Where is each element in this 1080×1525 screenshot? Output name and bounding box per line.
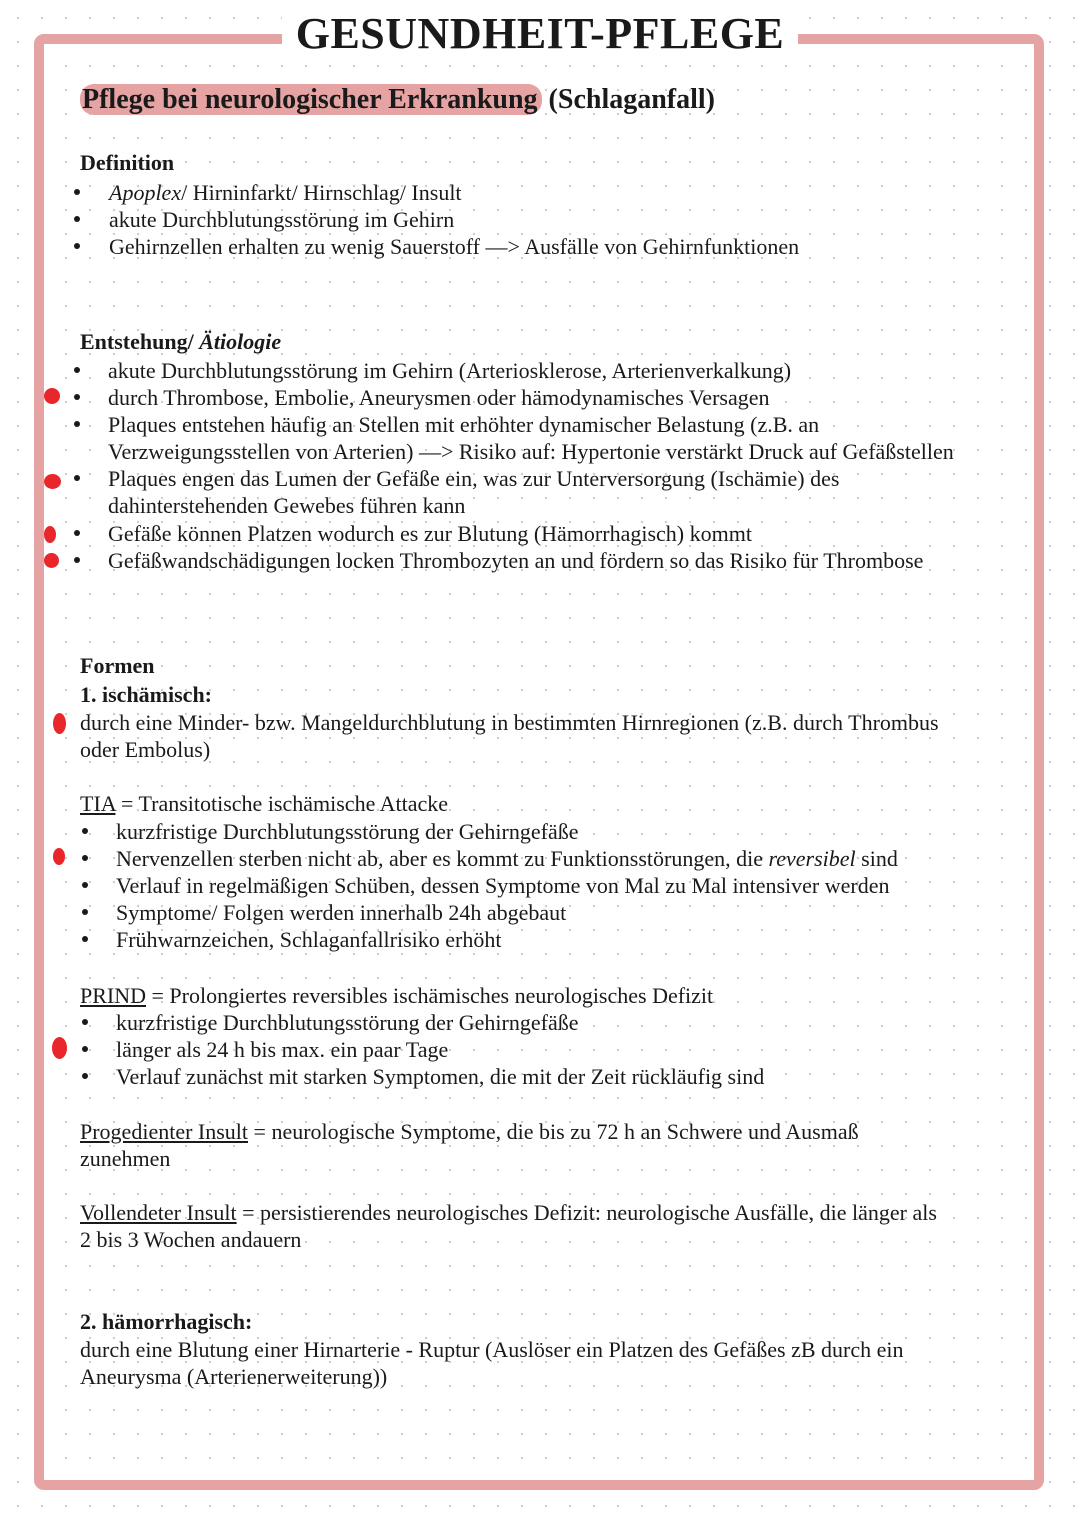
prind-def: = Prolongiertes reversibles ischämisches neurologisches Defizit [146, 983, 714, 1008]
entstehung-line: Verzweigungsstellen von Arterien) —> Risiko auf: Hypertonie verstärkt Druck auf Gefäßstellen [108, 439, 954, 464]
ischaemisch-heading: 1. ischämisch: [80, 682, 212, 707]
definition-heading: Definition [80, 150, 175, 175]
entstehung-line: Plaques engen das Lumen der Gefäße ein, was zur Unterversorgung (Ischämie) des [108, 466, 840, 491]
tia-item: Frühwarnzeichen, Schlaganfallrisiko erhöht [116, 927, 502, 952]
vollendet-definition [80, 1199, 937, 1226]
entstehung-line: dahinterstehenden Gewebes führen kann [108, 493, 466, 518]
definition-item-text: / Hirninfarkt/ Hirnschlag/ Insult [181, 180, 462, 205]
entstehung-line: akute Durchblutungsstörung im Gehirn (Arteriosklerose, Arterienverkalkung) [108, 358, 792, 383]
entstehung-line: durch Thrombose, Embolie, Aneurysmen oder hämodynamisches Versagen [108, 385, 770, 410]
definition-item [109, 179, 462, 206]
prind-term: PRIND [80, 983, 147, 1008]
entstehung-line: Plaques entstehen häufig an Stellen mit erhöhter dynamischer Belastung (z.B. an [108, 412, 820, 437]
subtitle-highlight: Pflege bei neurologischer Erkrankung [80, 84, 542, 115]
entstehung-heading-a: Entstehung/ [80, 329, 200, 354]
formen-heading: Formen [80, 653, 155, 678]
prind-item: länger als 24 h bis max. ein paar Tage [116, 1037, 449, 1062]
prind-definition [80, 982, 713, 1009]
bullet [74, 475, 80, 481]
progedient-term: Progedienter Insult [80, 1119, 249, 1144]
red-marker [53, 713, 66, 734]
entstehung-heading-b: Ätiologie [199, 329, 282, 354]
bullet [82, 936, 88, 942]
title-wrap [0, 8, 1080, 60]
entstehung-line: Gefäße können Platzen wodurch es zur Blutung (Hämorrhagisch) kommt [108, 521, 752, 546]
bullet [74, 530, 80, 536]
vollendet-cont: 2 bis 3 Wochen andauern [80, 1227, 302, 1252]
tia-item-text: Nervenzellen sterben nicht ab, aber es kommt zu Funktionsstörungen, die [116, 846, 769, 871]
tia-item-em: reversibel [768, 846, 856, 871]
definition-item-em: Apoplex [109, 180, 182, 205]
subtitle [80, 86, 715, 113]
bullet [82, 828, 88, 834]
entstehung-line: Gefäßwandschädigungen locken Thrombozyten an und fördern so das Risiko für Thrombose [108, 548, 924, 573]
definition-item: akute Durchblutungsstörung im Gehirn [109, 207, 455, 232]
haemorrhagisch-line: durch eine Blutung einer Hirnarterie - Ruptur (Auslöser ein Platzen des Gefäßes zB durch ein [80, 1337, 904, 1362]
bullet [74, 394, 80, 400]
tia-term: TIA [80, 791, 116, 816]
bullet [82, 882, 88, 888]
vollendet-term: Vollendeter Insult [80, 1200, 237, 1225]
bullet [74, 243, 80, 249]
progedient-definition [80, 1118, 859, 1145]
tia-item: Verlauf in regelmäßigen Schüben, dessen Symptome von Mal zu Mal intensiver werden [116, 873, 890, 898]
ischaemisch-line: oder Embolus) [80, 737, 211, 762]
red-marker [44, 526, 56, 543]
tia-def: = Transitotische ischämische Attacke [115, 791, 449, 816]
bullet [74, 216, 80, 222]
subtitle-rest: (Schlaganfall) [548, 84, 716, 115]
progedient-def: = neurologische Symptome, die bis zu 72 h an Schwere und Ausmaß [248, 1119, 859, 1144]
prind-item: Verlauf zunächst mit starken Symptomen, die mit der Zeit rückläufig sind [116, 1064, 765, 1089]
bullet [82, 1019, 88, 1025]
red-marker [44, 553, 59, 568]
bullet [74, 557, 80, 563]
red-marker [44, 388, 60, 404]
haemorrhagisch-line: Aneurysma (Arterienerweiterung)) [80, 1364, 388, 1389]
red-marker [44, 474, 61, 489]
bullet [82, 909, 88, 915]
definition-item: Gehirnzellen erhalten zu wenig Sauerstoff —> Ausfälle von Gehirnfunktionen [109, 234, 800, 259]
bullet [82, 1046, 88, 1052]
tia-item [116, 845, 898, 872]
red-marker [52, 1037, 67, 1059]
prind-item: kurzfristige Durchblutungsstörung der Gehirngefäße [116, 1010, 579, 1035]
tia-item-text: sind [855, 846, 898, 871]
haemorrhagisch-heading: 2. hämorrhagisch: [80, 1309, 253, 1334]
tia-item: Symptome/ Folgen werden innerhalb 24h abgebaut [116, 900, 567, 925]
bullet [82, 855, 88, 861]
bullet [74, 189, 80, 195]
bullet [74, 367, 80, 373]
bullet [74, 421, 80, 427]
vollendet-def: = persistierendes neurologisches Defizit: neurologische Ausfälle, die länger als [236, 1200, 937, 1225]
progedient-cont: zunehmen [80, 1146, 171, 1171]
red-marker [53, 848, 65, 865]
ischaemisch-line: durch eine Minder- bzw. Mangeldurchblutung in bestimmten Hirnregionen (z.B. durch Thrombus [80, 710, 939, 735]
tia-item: kurzfristige Durchblutungsstörung der Gehirngefäße [116, 819, 579, 844]
tia-definition [80, 790, 448, 817]
entstehung-heading [80, 328, 281, 355]
bullet [82, 1073, 88, 1079]
page-title: GESUNDHEIT-PFLEGE [282, 8, 799, 60]
